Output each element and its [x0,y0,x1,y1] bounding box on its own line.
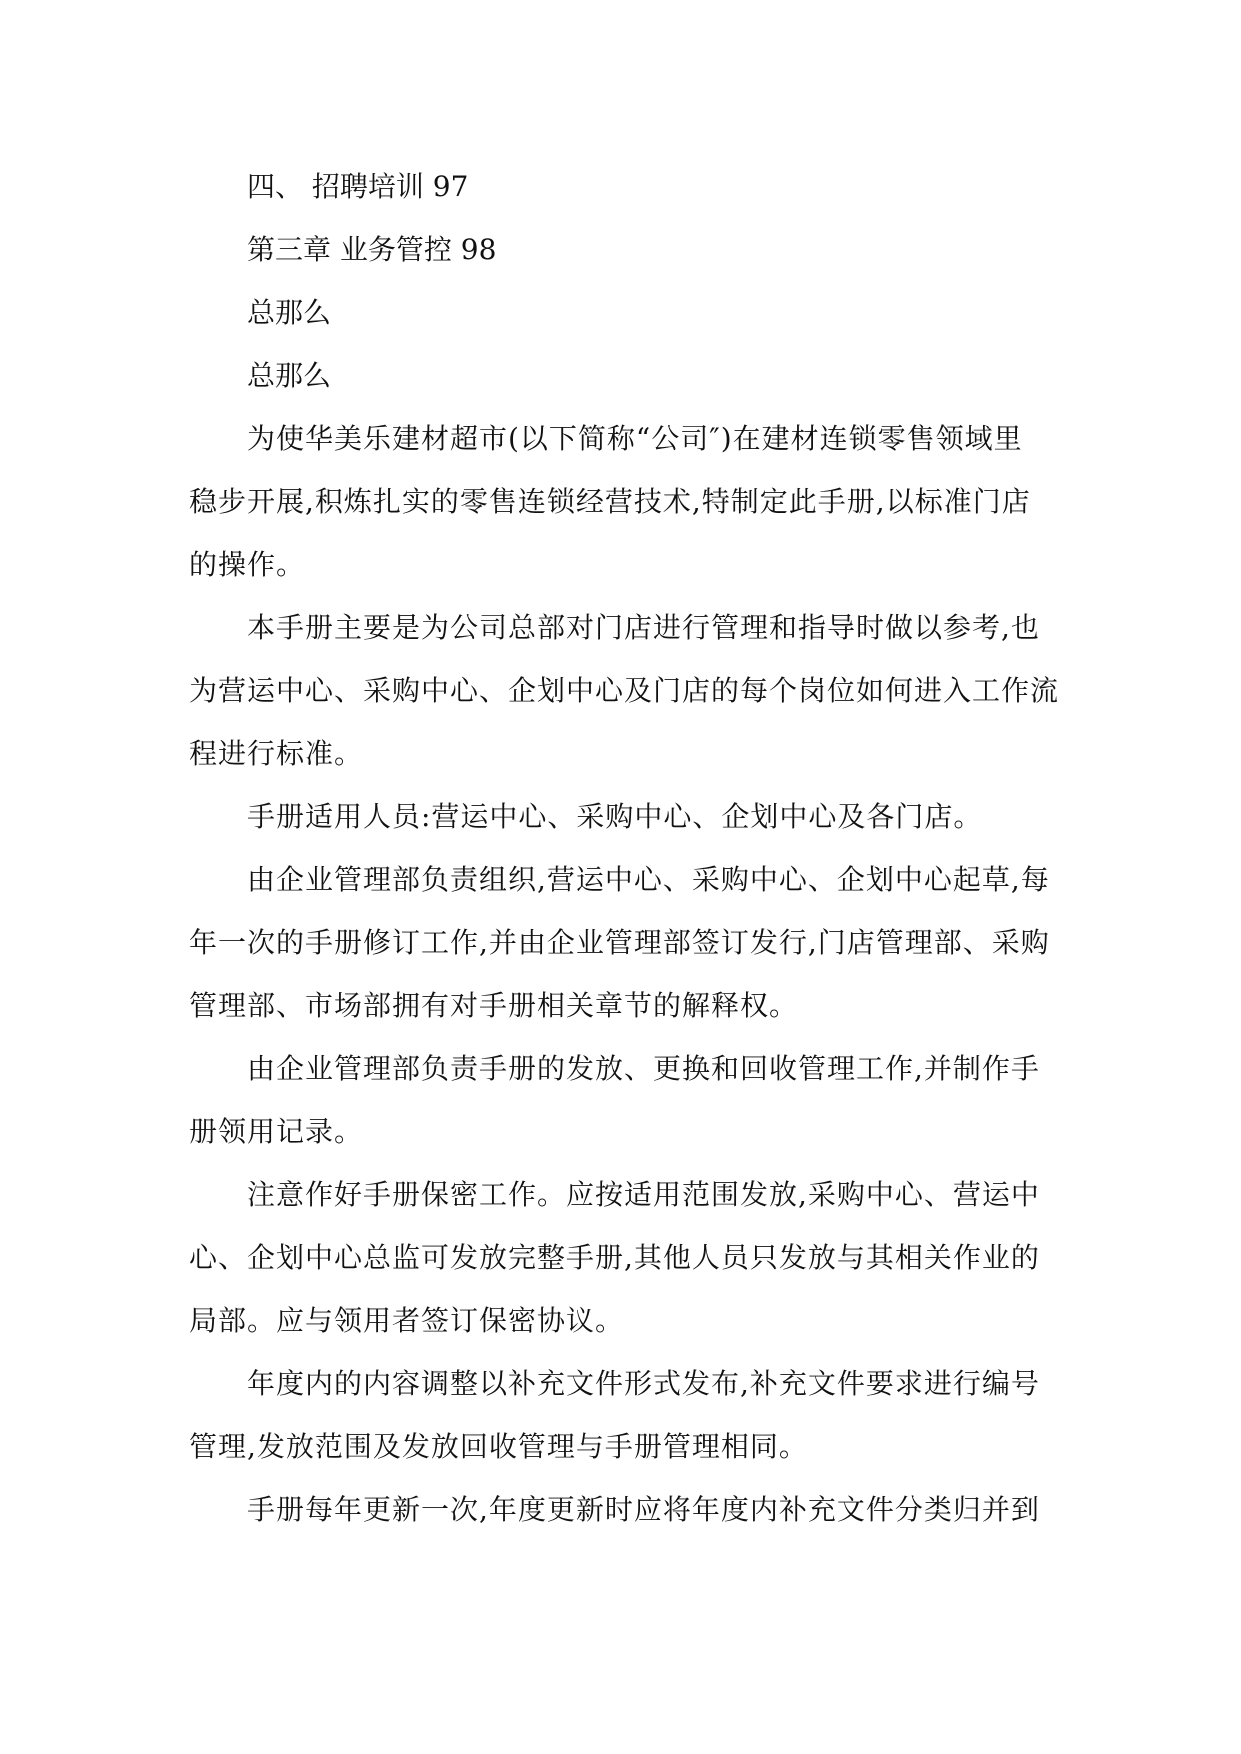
paragraph-line: 年一次的手册修订工作,并由企业管理部签订发行,门店管理部、采购 [189,926,1050,959]
paragraph-line: 局部。应与领用者签订保密协议。 [189,1304,625,1337]
paragraph-line: 为营运中心、采购中心、企划中心及门店的每个岗位如何进入工作流 [189,674,1060,707]
paragraph-line: 管理,发放范围及发放回收管理与手册管理相同。 [189,1430,808,1463]
paragraph-confidentiality [189,1163,1055,1352]
paragraph-line: 由企业管理部负责组织,营运中心、采购中心、企划中心起草,每 [247,863,1050,896]
paragraph-revision [189,848,1055,1037]
paragraph-line: 本手册主要是为公司总部对门店进行管理和指导时做以参考,也 [247,611,1040,644]
paragraph-line: 为使华美乐建材超市(以下简称“公司″)在建材连锁零售领域里 [247,422,1023,455]
section-heading: 总那么 [247,296,332,329]
paragraph-scope [189,596,1060,785]
paragraph-line: 程进行标准。 [189,737,364,770]
paragraph-supplements [189,1352,1055,1478]
toc-item-chapter-three: 第三章 业务管控 98 [247,233,497,266]
paragraph-line: 管理部、市场部拥有对手册相关章节的解释权。 [189,989,799,1022]
paragraph-line: 年度内的内容调整以补充文件形式发布,补充文件要求进行编号 [247,1367,1040,1400]
paragraph-line: 的操作。 [189,548,306,581]
paragraph-purpose [189,407,1055,596]
paragraph-line: 手册适用人员:营运中心、采购中心、企划中心及各门店。 [247,800,983,833]
section-heading: 总那么 [247,359,332,392]
paragraph-distribution [189,1037,1055,1163]
paragraph-line: 稳步开展,积炼扎实的零售连锁经营技术,特制定此手册,以标准门店 [189,485,1031,518]
paragraph-applicable-staff [189,785,1055,848]
paragraph-line: 由企业管理部负责手册的发放、更换和回收管理工作,并制作手 [247,1052,1040,1085]
toc-item-recruitment: 四、 招聘培训 97 [247,170,469,203]
paragraph-annual-update [189,1478,1055,1541]
paragraph-line: 注意作好手册保密工作。应按适用范围发放,采购中心、营运中 [247,1178,1040,1211]
document-body [189,155,1060,1541]
paragraph-line: 册领用记录。 [189,1115,364,1148]
paragraph-line: 心、企划中心总监可发放完整手册,其他人员只发放与其相关作业的 [189,1241,1040,1274]
paragraph-line: 手册每年更新一次,年度更新时应将年度内补充文件分类归并到 [247,1493,1040,1526]
